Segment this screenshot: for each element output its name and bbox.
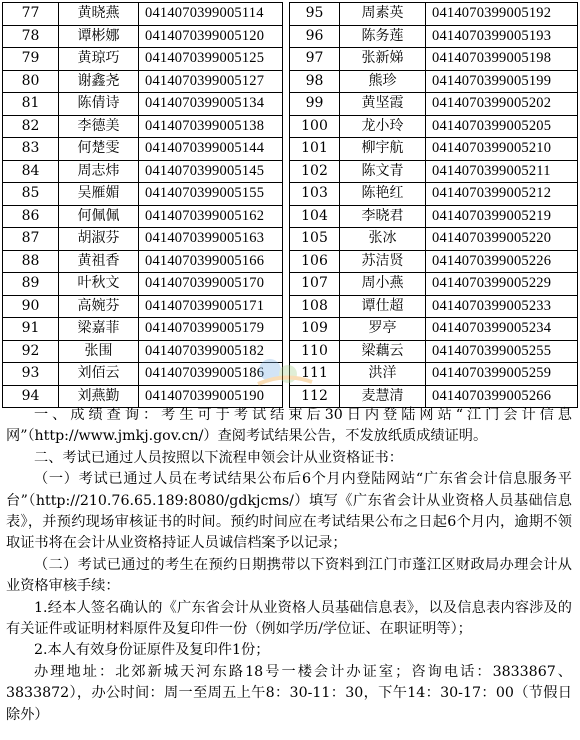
candidate-id: 0414070399005163	[139, 228, 283, 251]
candidate-id: 0414070399005205	[426, 115, 578, 138]
candidate-name: 陈文青	[340, 160, 426, 183]
candidate-name: 谭彬娜	[59, 25, 139, 48]
table-row	[290, 115, 578, 138]
candidate-id: 0414070399005120	[139, 25, 283, 48]
table-row	[3, 3, 283, 26]
row-number: 107	[290, 273, 340, 296]
table-row	[290, 228, 578, 251]
table-row	[290, 340, 578, 363]
table-row	[3, 228, 283, 251]
candidate-id: 0414070399005266	[426, 385, 578, 408]
row-number: 84	[3, 160, 59, 183]
row-number: 81	[3, 93, 59, 116]
table-row	[3, 250, 283, 273]
paragraph-step-one: （一）考试已通过人员在考试结果公布后6个月内登陆网站“广东省会计信息服务平台”（http://210.76.65.189:8080/gdkjcms/）填写《广东省会计从业资格人员基础信息表》，并预约现场审核证书的时间。预约时间应在考试结果公布之日起6个月内，逾期不领取证书将在会计从业资格持证人员诚信档案予以记录；	[6, 471, 572, 552]
candidate-id: 0414070399005198	[426, 48, 578, 71]
candidate-id: 0414070399005259	[426, 363, 578, 386]
candidate-name: 罗亭	[340, 318, 426, 341]
candidate-name: 周素英	[340, 3, 426, 26]
candidate-name: 柳宇航	[340, 138, 426, 161]
row-number: 96	[290, 25, 340, 48]
row-number: 88	[3, 250, 59, 273]
table-row	[3, 25, 283, 48]
row-number: 104	[290, 205, 340, 228]
row-number: 90	[3, 295, 59, 318]
candidate-id: 0414070399005182	[139, 340, 283, 363]
paragraph-certificate-process: 二、考试已通过人员按照以下流程申领会计从业资格证书：	[34, 449, 403, 466]
paragraph-score-query: 一、成绩查询：考生可于考试结束后30日内登陆网站“江门会计信息网”（http://www.jmkj.gov.cn/）查阅考试结果公告，不发放纸质成绩证明。	[6, 407, 572, 445]
row-number: 87	[3, 228, 59, 251]
row-number: 95	[290, 3, 340, 26]
row-number: 108	[290, 295, 340, 318]
table-row	[3, 363, 283, 386]
candidate-id: 0414070399005219	[426, 205, 578, 228]
row-number: 103	[290, 183, 340, 206]
table-row	[3, 183, 283, 206]
candidate-name: 刘佰云	[59, 363, 139, 386]
candidate-name: 陈艳红	[340, 183, 426, 206]
row-number: 101	[290, 138, 340, 161]
table-row	[3, 138, 283, 161]
candidate-name: 洪洋	[340, 363, 426, 386]
candidate-id: 0414070399005202	[426, 93, 578, 116]
row-number: 105	[290, 228, 340, 251]
row-number: 111	[290, 363, 340, 386]
candidate-id: 0414070399005233	[426, 295, 578, 318]
table-row	[3, 115, 283, 138]
row-number: 102	[290, 160, 340, 183]
table-row	[290, 3, 578, 26]
candidate-id: 0414070399005138	[139, 115, 283, 138]
candidate-name: 黄晓燕	[59, 3, 139, 26]
candidate-name: 高婉芬	[59, 295, 139, 318]
candidate-id: 0414070399005155	[139, 183, 283, 206]
candidate-name: 谢鑫尧	[59, 70, 139, 93]
candidate-name: 苏洁贤	[340, 250, 426, 273]
candidate-id: 0414070399005145	[139, 160, 283, 183]
candidate-name: 李晓君	[340, 205, 426, 228]
row-number: 97	[290, 48, 340, 71]
table-row	[3, 93, 283, 116]
row-number: 79	[3, 48, 59, 71]
watermark-logo	[250, 352, 320, 392]
candidate-name: 吴雁媚	[59, 183, 139, 206]
row-number: 106	[290, 250, 340, 273]
table-row	[3, 340, 283, 363]
row-number: 112	[290, 385, 340, 408]
candidate-id: 0414070399005144	[139, 138, 283, 161]
table-row	[290, 70, 578, 93]
paragraph-item-one: 1.经本人签名确认的《广东省会计从业资格人员基础信息表》，以及信息表内容涉及的有关证件或证明材料原件及复印件一份（例如学历/学位证、在职证明等）；	[6, 599, 572, 638]
candidate-id: 0414070399005166	[139, 250, 283, 273]
candidate-name: 李德美	[59, 115, 139, 138]
table-row	[290, 295, 578, 318]
candidate-id: 0414070399005179	[139, 318, 283, 341]
candidate-name: 周小燕	[340, 273, 426, 296]
candidate-name: 张新娣	[340, 48, 426, 71]
row-number: 80	[3, 70, 59, 93]
left-results-table	[2, 2, 283, 408]
candidate-id: 0414070399005114	[139, 3, 283, 26]
table-row	[3, 295, 283, 318]
row-number: 82	[3, 115, 59, 138]
candidate-name: 张冰	[340, 228, 426, 251]
candidate-id: 0414070399005226	[426, 250, 578, 273]
table-row	[290, 48, 578, 71]
candidate-id: 0414070399005211	[426, 160, 578, 183]
table-row	[290, 183, 578, 206]
table-row	[290, 25, 578, 48]
right-results-table	[289, 2, 578, 408]
row-number: 78	[3, 25, 59, 48]
row-number: 85	[3, 183, 59, 206]
candidate-id: 0414070399005199	[426, 70, 578, 93]
table-row	[3, 273, 283, 296]
table-row	[3, 205, 283, 228]
table-row	[290, 273, 578, 296]
paragraph-office-info: 办理地址：北郊新城天河东路18号一楼会计办证室；咨询电话：3833867、3833872），办公时间：周一至周五上午8：30-11：30，下午14：30-17：00（节假日除外）	[6, 663, 572, 723]
candidate-name: 刘燕勤	[59, 385, 139, 408]
candidate-id: 0414070399005186	[139, 363, 283, 386]
candidate-id: 0414070399005210	[426, 138, 578, 161]
paragraph-step-two: （二）考试已通过的考生在预约日期携带以下资料到江门市蓬江区财政局办理会计从业资格审核手续：	[6, 556, 572, 595]
table-row	[3, 160, 283, 183]
candidate-name: 黄坚霞	[340, 93, 426, 116]
row-number: 77	[3, 3, 59, 26]
row-number: 99	[290, 93, 340, 116]
candidate-id: 0414070399005193	[426, 25, 578, 48]
candidate-name: 梁藕云	[340, 340, 426, 363]
row-number: 91	[3, 318, 59, 341]
candidate-id: 0414070399005171	[139, 295, 283, 318]
candidate-name: 胡淑芬	[59, 228, 139, 251]
row-number: 94	[3, 385, 59, 408]
table-row	[3, 318, 283, 341]
candidate-name: 陈倩诗	[59, 93, 139, 116]
table-row	[290, 138, 578, 161]
candidate-name: 叶秋文	[59, 273, 139, 296]
candidate-id: 0414070399005125	[139, 48, 283, 71]
candidate-id: 0414070399005255	[426, 340, 578, 363]
candidate-id: 0414070399005190	[139, 385, 283, 408]
candidate-id: 0414070399005234	[426, 318, 578, 341]
row-number: 89	[3, 273, 59, 296]
candidate-id: 0414070399005170	[139, 273, 283, 296]
candidate-name: 谭仕超	[340, 295, 426, 318]
candidate-name: 周志炜	[59, 160, 139, 183]
row-number: 93	[3, 363, 59, 386]
paragraph-item-two: 2.本人有效身份证原件及复印件1份；	[34, 642, 270, 659]
notice-text	[6, 405, 572, 726]
table-row	[3, 70, 283, 93]
table-row	[290, 93, 578, 116]
row-number: 109	[290, 318, 340, 341]
candidate-name: 何楚雯	[59, 138, 139, 161]
candidate-name: 黄琼巧	[59, 48, 139, 71]
candidate-name: 陈务莲	[340, 25, 426, 48]
table-row	[3, 48, 283, 71]
row-number: 83	[3, 138, 59, 161]
candidate-id: 0414070399005134	[139, 93, 283, 116]
row-number: 98	[290, 70, 340, 93]
candidate-id: 0414070399005212	[426, 183, 578, 206]
candidate-name: 何佩佩	[59, 205, 139, 228]
candidate-id: 0414070399005162	[139, 205, 283, 228]
candidate-id: 0414070399005192	[426, 3, 578, 26]
candidate-id: 0414070399005229	[426, 273, 578, 296]
table-row	[290, 250, 578, 273]
candidate-name: 梁嘉菲	[59, 318, 139, 341]
candidate-name: 张围	[59, 340, 139, 363]
candidate-name: 麦慧清	[340, 385, 426, 408]
table-row	[290, 205, 578, 228]
table-row	[290, 363, 578, 386]
candidate-name: 龙小玲	[340, 115, 426, 138]
candidate-id: 0414070399005127	[139, 70, 283, 93]
row-number: 92	[3, 340, 59, 363]
row-number: 86	[3, 205, 59, 228]
row-number: 100	[290, 115, 340, 138]
table-row	[290, 318, 578, 341]
candidate-name: 熊珍	[340, 70, 426, 93]
candidate-name: 黄祖香	[59, 250, 139, 273]
candidate-id: 0414070399005220	[426, 228, 578, 251]
row-number: 110	[290, 340, 340, 363]
table-row	[290, 160, 578, 183]
